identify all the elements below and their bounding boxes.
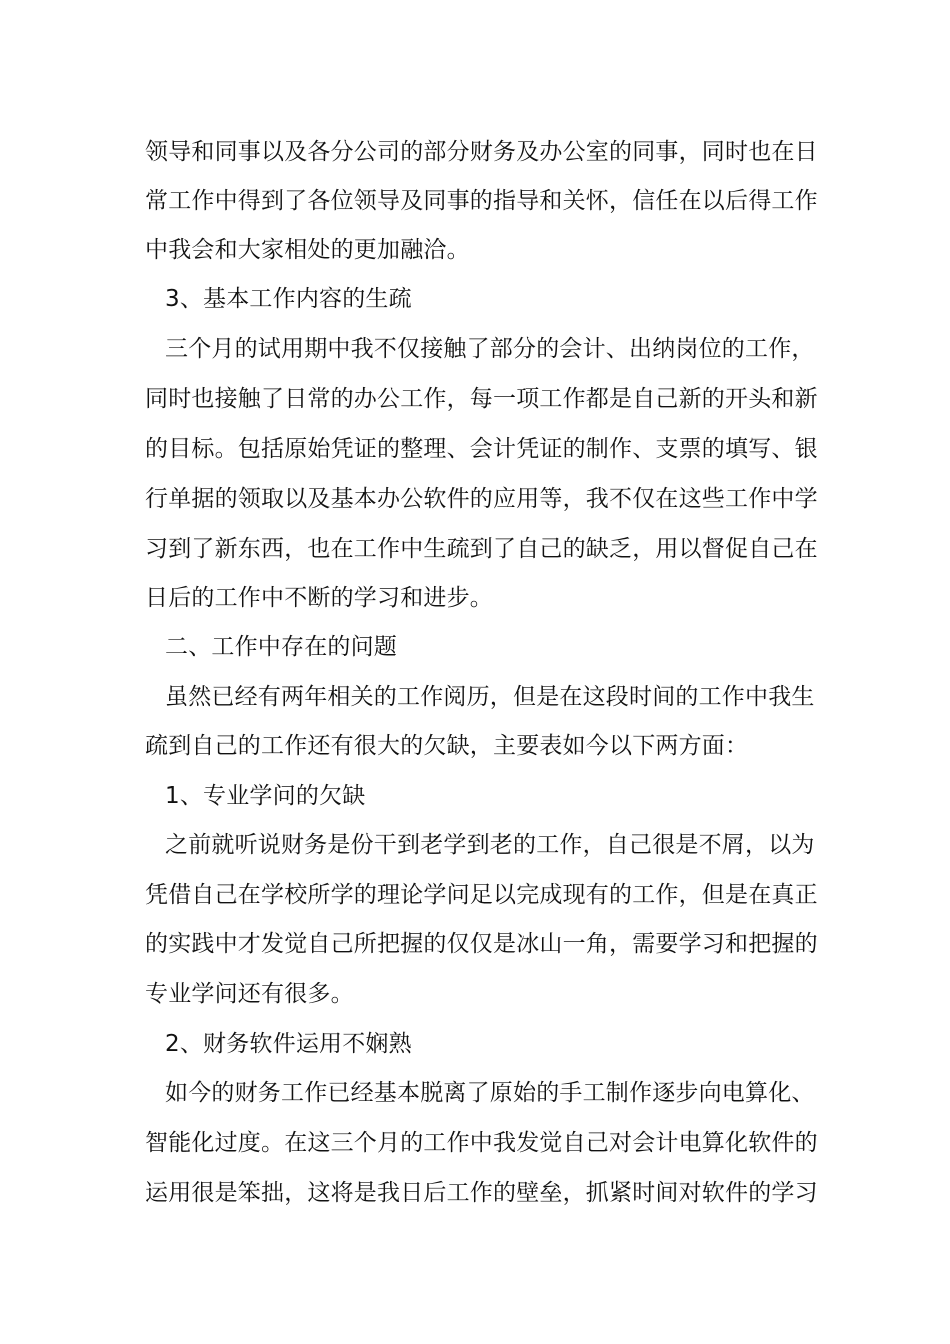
paragraph-line: 中我会和大家相处的更加融洽。 — [145, 237, 470, 263]
paragraph-line: 凭借自己在学校所学的理论学问足以完成现有的工作，但是在真正 — [145, 882, 818, 908]
section-heading: 2、财务软件运用不娴熟 — [165, 1031, 412, 1057]
paragraph-line: 同时也接触了日常的办公工作，每一项工作都是自己新的开头和新 — [145, 386, 818, 412]
paragraph-line: 疏到自己的工作还有很大的欠缺，主要表如今以下两方面： — [145, 733, 749, 759]
paragraph-line: 日后的工作中不断的学习和进步。 — [145, 585, 493, 611]
paragraph-line: 领导和同事以及各分公司的部分财务及办公室的同事，同时也在日 — [145, 139, 818, 165]
paragraph-line: 行单据的领取以及基本办公软件的应用等，我不仅在这些工作中学 — [145, 486, 818, 512]
paragraph-line: 习到了新东西，也在工作中生疏到了自己的缺乏，用以督促自己在 — [145, 536, 818, 562]
section-heading: 1、专业学问的欠缺 — [165, 783, 366, 809]
paragraph-line: 常工作中得到了各位领导及同事的指导和关怀，信任在以后得工作 — [145, 188, 818, 214]
paragraph-line: 智能化过度。在这三个月的工作中我发觉自己对会计电算化软件的 — [145, 1130, 818, 1156]
paragraph-line: 虽然已经有两年相关的工作阅历，但是在这段时间的工作中我生 — [165, 684, 815, 710]
paragraph-line: 运用很是笨拙，这将是我日后工作的壁垒，抓紧时间对软件的学习 — [145, 1180, 818, 1206]
paragraph-line: 专业学问还有很多。 — [145, 981, 354, 1007]
paragraph-line: 的目标。包括原始凭证的整理、会计凭证的制作、支票的填写、银 — [145, 436, 818, 462]
section-heading: 二、工作中存在的问题 — [165, 634, 397, 660]
paragraph-line: 的实践中才发觉自己所把握的仅仅是冰山一角，需要学习和把握的 — [145, 931, 818, 957]
paragraph-line: 之前就听说财务是份干到老学到老的工作，自己很是不屑，以为 — [165, 832, 815, 858]
section-heading: 3、基本工作内容的生疏 — [165, 286, 412, 312]
paragraph-line: 三个月的试用期中我不仅接触了部分的会计、出纳岗位的工作， — [165, 336, 815, 362]
paragraph-line: 如今的财务工作已经基本脱离了原始的手工制作逐步向电算化、 — [165, 1080, 815, 1106]
